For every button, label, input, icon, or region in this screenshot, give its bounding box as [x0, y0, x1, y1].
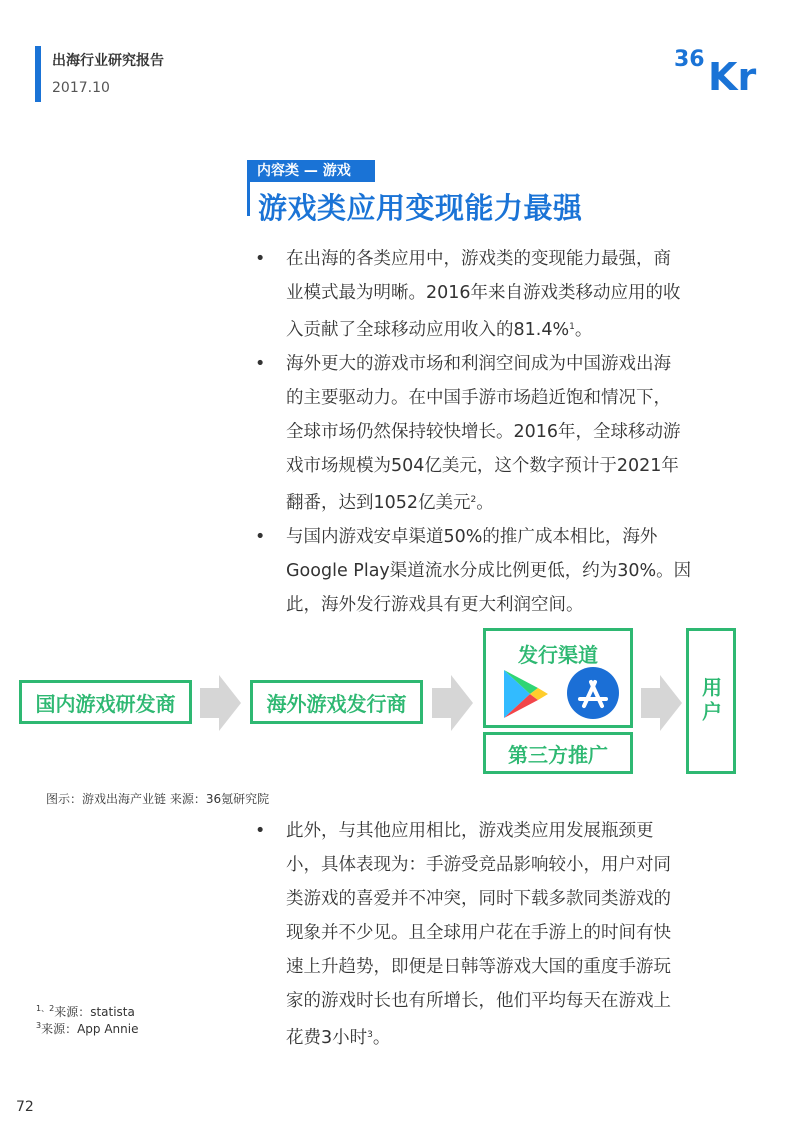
arrow-right-icon: [219, 675, 241, 731]
bullet-line: Google Play渠道流水分成比例更低，约为30%。因: [286, 561, 692, 581]
bullet-line-last: 入贡献了全球移动应用收入的81.4%$^1$。: [286, 320, 593, 340]
footnote-ref: 3: [367, 1030, 373, 1040]
app-store-icon: [566, 666, 620, 720]
36kr-logo: [672, 42, 762, 94]
bullet-line: 与国内游戏安卓渠道50%的推广成本相比，海外: [286, 527, 658, 547]
arrow-right-icon: [451, 675, 473, 731]
box-user: 用户: [686, 628, 736, 774]
bullet-line-last: 花费3小时$^3$。: [286, 1028, 391, 1048]
footnote-ref: 2: [470, 495, 477, 505]
bullet-dot: •: [255, 249, 266, 269]
bullet-dot: •: [255, 354, 266, 374]
box-domestic-developer: 国内游戏研发商: [19, 680, 192, 724]
bullet-line-last: 翻番，达到1052亿美元$^2$。: [286, 493, 494, 513]
bullet-dot: •: [255, 527, 266, 547]
bullet-line: 全球市场仍然保持较快增长。2016年，全球移动游: [286, 422, 681, 442]
page-number: 72: [16, 1099, 34, 1115]
bullet-line: 家的游戏时长也有所增长，他们平均每天在游戏上: [286, 991, 671, 1011]
bullet-line: 此外，与其他应用相比，游戏类应用发展瓶颈更: [286, 821, 654, 841]
logo-num: 36: [674, 47, 705, 72]
bullet-line: 类游戏的喜爱并不冲突，同时下载多款同类游戏的: [286, 889, 671, 909]
arrow-stem: [641, 688, 661, 718]
bullet-item: [255, 347, 715, 520]
bullet-line: 的主要驱动力。在中国手游市场趋近饱和情况下，: [286, 388, 671, 408]
google-play-icon: [500, 668, 550, 720]
bullet-line-last: 此，海外发行游戏具有更大利润空间。: [286, 595, 584, 615]
logo-letters: Kr: [708, 55, 757, 94]
arrow-right-icon: [660, 675, 682, 731]
bullet-item: [255, 520, 715, 622]
bullet-line: 现象并不少见。且全球用户花在手游上的时间有快: [286, 923, 671, 943]
bullet-line: 速上升趋势，即便是日韩等游戏大国的重度手游玩: [286, 957, 671, 977]
header-accent-bar: [35, 46, 41, 102]
bullet-list-top: [255, 242, 715, 622]
bullet-list-bottom: [255, 814, 715, 1055]
bullet-line: 业模式最为明晰。2016年来自游戏类移动应用的收: [286, 283, 681, 303]
bullet-item: [255, 242, 715, 347]
report-title: 出海行业研究报告: [52, 53, 164, 69]
box-overseas-publisher: 海外游戏发行商: [250, 680, 423, 724]
bullet-dot: •: [255, 821, 266, 841]
box-third-party-promotion: 第三方推广: [483, 732, 633, 774]
footnote-1: $^{1、2}$来源：statista: [36, 1004, 135, 1019]
section-title: 游戏类应用变现能力最强: [258, 191, 583, 225]
figure-caption: 图示：游戏出海产业链 来源：36氪研究院: [46, 792, 270, 806]
box-channel-title: 发行渠道: [518, 643, 598, 667]
bullet-item: [255, 814, 715, 1055]
report-date: 2017.10: [52, 80, 110, 96]
section-tag: 内容类 — 游戏: [247, 160, 375, 182]
bullet-line: 戏市场规模为504亿美元，这个数字预计于2021年: [286, 456, 679, 476]
footnote-ref: 1: [569, 322, 575, 332]
bullet-line: 海外更大的游戏市场和利润空间成为中国游戏出海: [286, 354, 671, 374]
bullet-line: 在出海的各类应用中，游戏类的变现能力最强，商: [286, 249, 671, 269]
footnote-2: $^3$来源：App Annie: [36, 1021, 139, 1036]
bullet-line: 小，具体表现为：手游受竞品影响较小，用户对同: [286, 855, 671, 875]
arrow-stem: [200, 688, 220, 718]
arrow-stem: [432, 688, 452, 718]
